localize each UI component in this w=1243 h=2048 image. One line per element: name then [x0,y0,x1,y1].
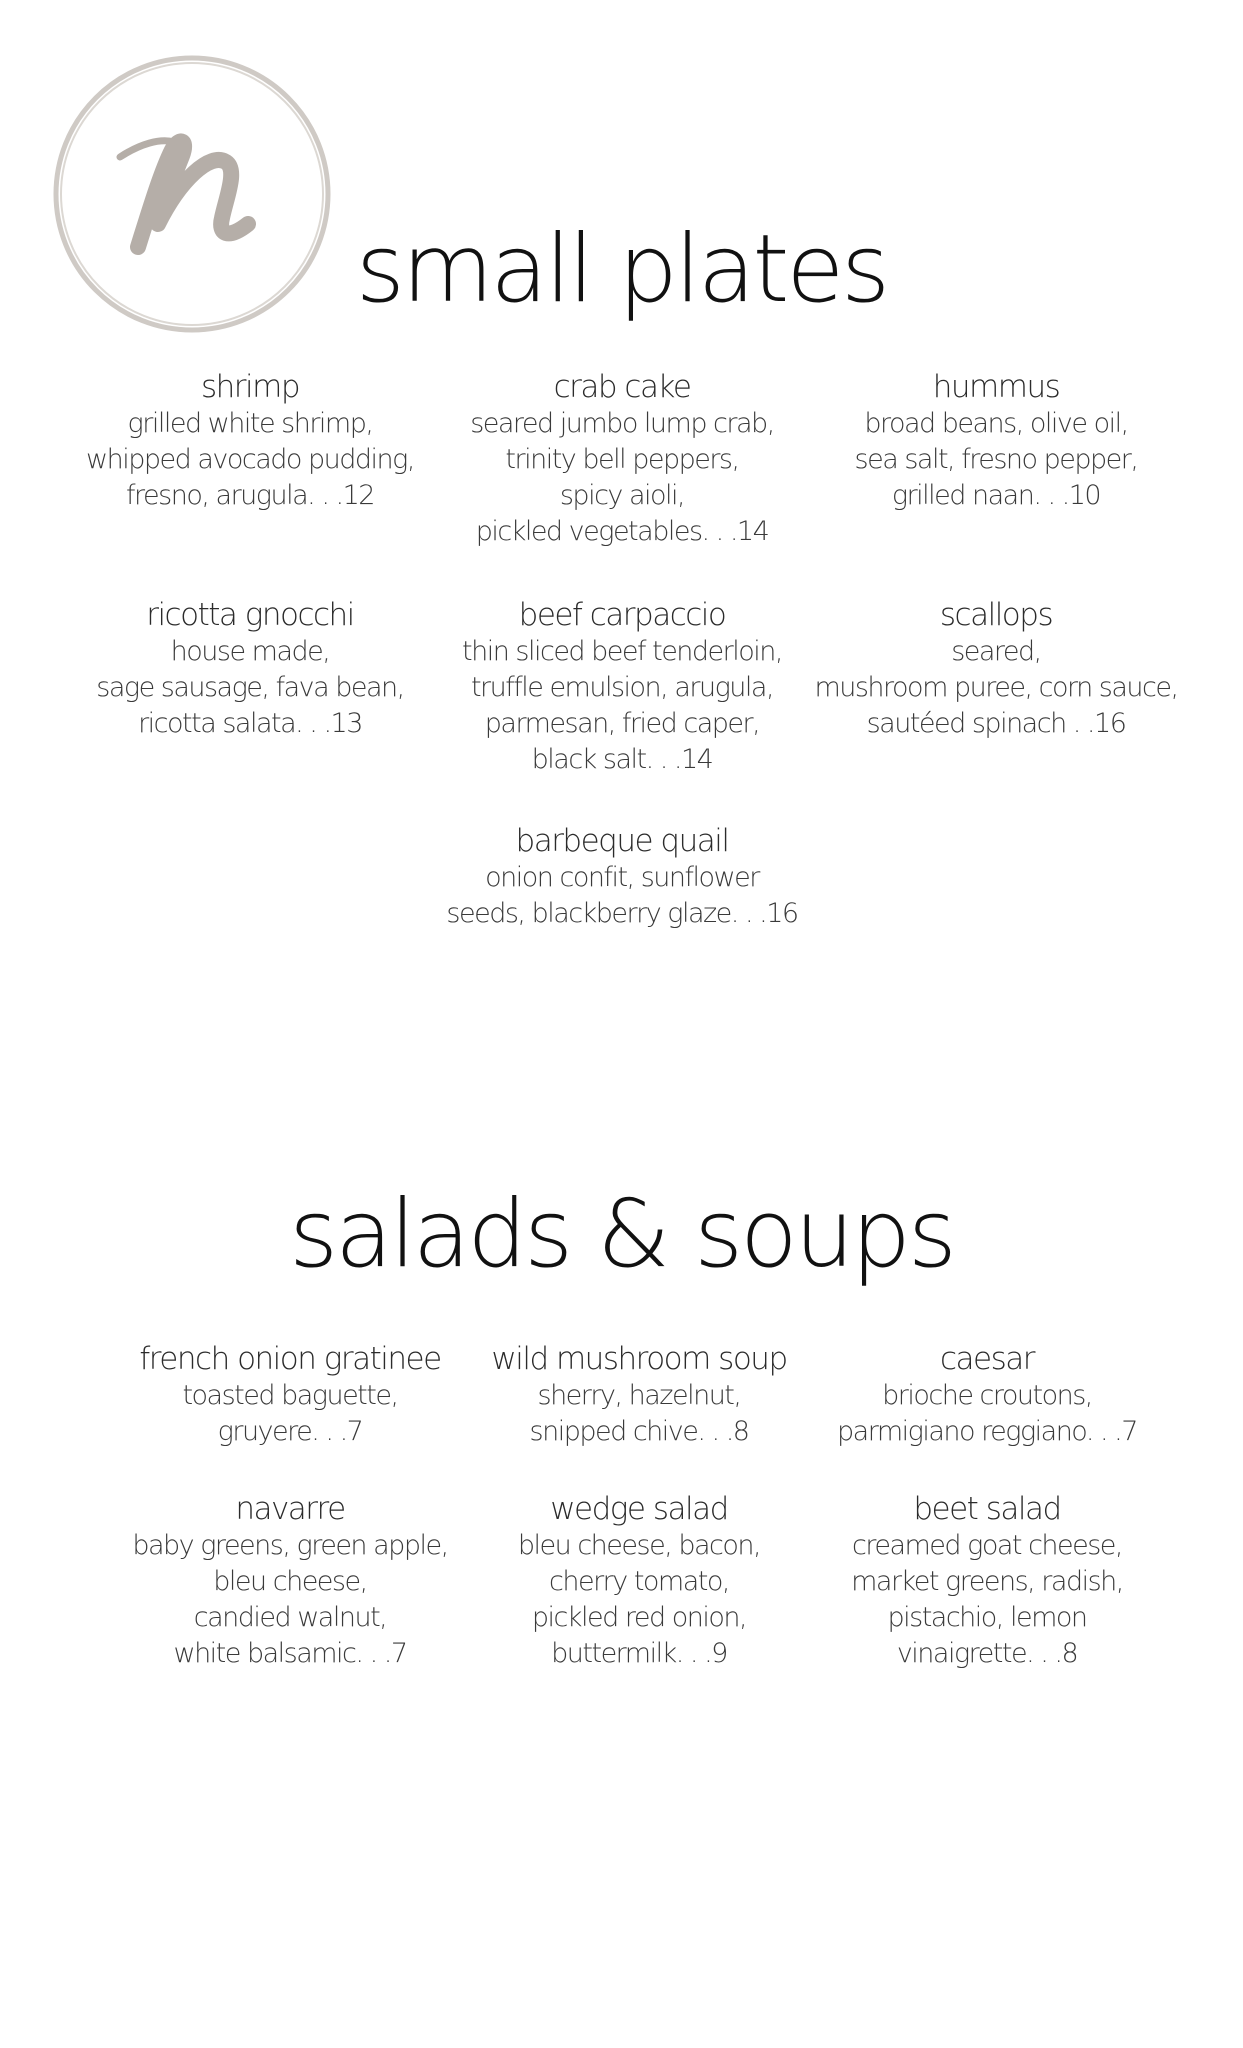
item-desc-line: trinity bell peppers, [505,444,739,475]
item-desc-line: candied walnut, [193,1602,387,1633]
item-name: scallops [939,597,1053,633]
item-desc-line: parmesan, fried caper, [484,708,760,739]
menu-item-scallops [806,596,1186,742]
item-desc-line: toasted baguette, [182,1380,398,1411]
item-desc-line: truffle emulsion, arugula, [470,672,774,703]
item-desc-line: vinaigrette. . .8 [896,1638,1078,1669]
item-desc-line: market greens, radish, [851,1566,1123,1597]
item-desc-line: gruyere. . .7 [217,1416,363,1447]
item-name: shrimp [200,369,300,405]
menu-item-caesar [797,1340,1177,1450]
item-name: wedge salad [550,1491,728,1527]
menu-item-ricotta-gnocchi [60,596,440,742]
item-name: french onion gratinee [139,1341,441,1377]
item-desc-line: grilled naan. . .10 [891,480,1101,511]
menu-item-french-onion-gratinee [100,1340,480,1450]
item-desc-line: mushroom puree, corn sauce, [814,672,1178,703]
item-desc-line: sage sausage, fava bean, [96,672,404,703]
item-desc-line: snipped chive. . .8 [529,1416,749,1447]
item-desc-line: sautéed spinach . .16 [866,708,1126,739]
section-title-small-plates: small plates [355,215,888,324]
menu-item-hummus [806,368,1186,514]
item-desc-line: white balsamic. . .7 [173,1638,407,1669]
item-desc-line: brioche croutons, [882,1380,1092,1411]
section-title-salads-soups: salads & soups [289,1180,954,1289]
item-name: barbeque quail [515,823,729,859]
menu-item-wedge-salad [449,1490,829,1672]
item-name: ricotta gnocchi [146,597,354,633]
item-desc-line: whipped avocado pudding, [86,444,414,475]
item-desc-line: pickled red onion, [531,1602,747,1633]
item-desc-line: seared jumbo lump crab, [470,408,774,439]
item-desc-line: sherry, hazelnut, [537,1380,741,1411]
item-desc-line: buttermilk. . .9 [551,1638,727,1669]
menu-item-crab-cake [432,368,812,550]
item-desc-line: house made, [170,636,330,667]
item-name: beet salad [913,1491,1061,1527]
menu-item-beef-carpaccio [432,596,812,778]
item-name: caesar [939,1341,1034,1377]
item-desc-line: ricotta salata. . .13 [138,708,362,739]
item-desc-line: pickled vegetables. . .14 [475,516,769,547]
item-desc-line: parmigiano reggiano. . .7 [837,1416,1137,1447]
item-desc-line: grilled white shrimp, [127,408,373,439]
item-desc-line: onion confit, sunflower [485,862,759,893]
item-desc-line: seeds, blackberry glaze. . .16 [446,898,798,929]
menu-item-barbeque-quail [432,822,812,932]
item-name: hummus [932,369,1060,405]
item-desc-line: creamed goat cheese, [851,1530,1123,1561]
item-desc-line: baby greens, green apple, [132,1530,448,1561]
menu-item-wild-mushroom-soup [449,1340,829,1450]
menu-item-shrimp [60,368,440,514]
item-desc-line: black salt. . .14 [531,744,713,775]
item-desc-line: broad beans, olive oil, [864,408,1128,439]
item-desc-line: thin sliced beef tenderloin, [462,636,782,667]
item-desc-line: fresno, arugula. . .12 [126,480,374,511]
item-desc-line: cherry tomato, [549,1566,729,1597]
menu-item-navarre [100,1490,480,1672]
item-desc-line: seared, [951,636,1041,667]
menu-item-beet-salad [797,1490,1177,1672]
item-desc-line: sea salt, fresno pepper, [854,444,1138,475]
item-name: navarre [235,1491,345,1527]
item-name: wild mushroom soup [491,1341,787,1377]
item-desc-line: pistachio, lemon [887,1602,1087,1633]
item-desc-line: bleu cheese, [213,1566,367,1597]
item-desc-line: bleu cheese, bacon, [517,1530,761,1561]
item-name: crab cake [553,369,691,405]
item-desc-line: spicy aioli, [559,480,685,511]
item-name: beef carpaccio [518,597,726,633]
